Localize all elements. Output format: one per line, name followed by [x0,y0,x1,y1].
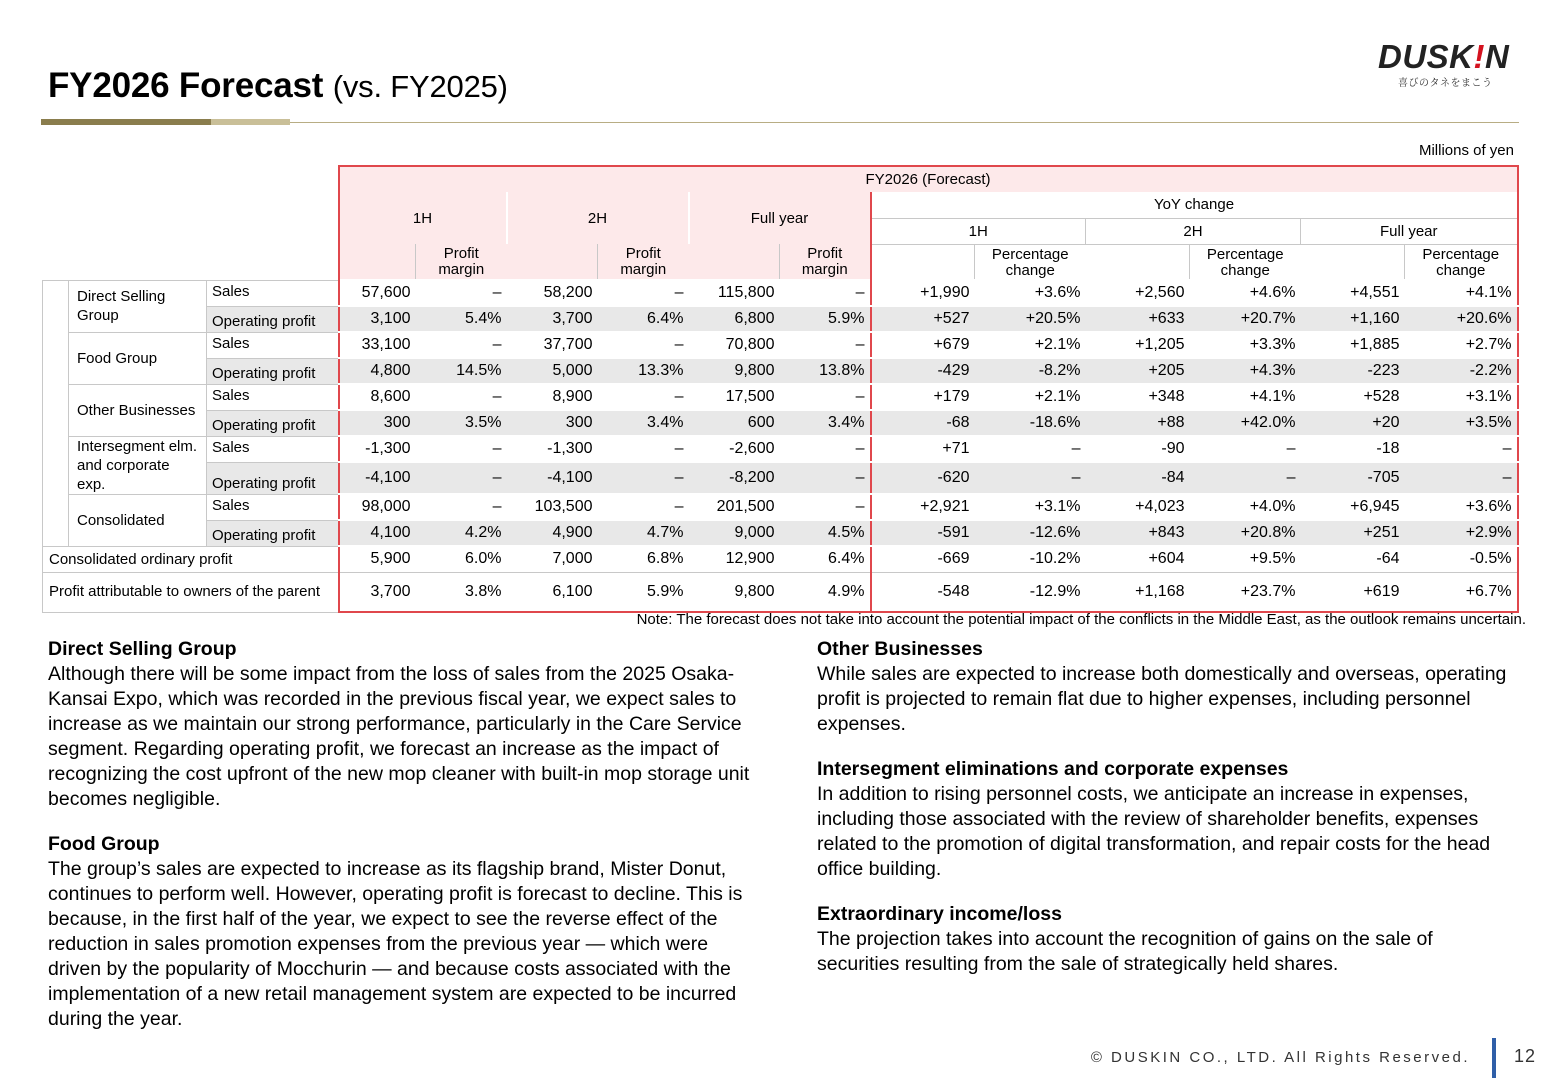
indent-spacer [43,280,69,546]
value-cell: +4.1% [1190,384,1301,410]
value-cell: +4.1% [1405,280,1518,306]
value-cell: +88 [1086,410,1190,436]
table-row [43,572,1518,612]
value-cell: 57,600 [339,280,416,306]
subheader-blank [1301,244,1405,280]
value-cell: 3.8% [416,572,507,612]
value-cell: 4,900 [507,520,598,546]
header-yoy-2h: 2H [1086,218,1301,244]
commentary-extraordinary [817,902,1517,977]
title-rule-line [290,122,1519,123]
table-row [43,462,1518,494]
section-heading: Extraordinary income/loss [817,903,1062,925]
value-cell: 6.4% [598,306,689,332]
value-cell: – [780,280,871,306]
header-blank [43,244,339,280]
value-cell: 6,100 [507,572,598,612]
value-cell: 33,100 [339,332,416,358]
commentary-direct-selling [48,637,753,812]
value-cell: 12,900 [689,546,780,572]
logo-tagline: 喜びのタネをまこう [1398,78,1493,89]
value-cell: -705 [1301,462,1405,494]
value-cell: 3.4% [598,410,689,436]
value-cell: – [416,462,507,494]
value-cell: 13.3% [598,358,689,384]
value-cell: – [780,494,871,520]
value-cell: +205 [1086,358,1190,384]
value-cell: +2,560 [1086,280,1190,306]
header-full-year: Full year [689,192,871,244]
value-cell: – [416,436,507,462]
value-cell: +2.9% [1405,520,1518,546]
value-cell: 70,800 [689,332,780,358]
value-cell: 5.9% [598,572,689,612]
value-cell: -591 [871,520,975,546]
value-cell: 300 [507,410,598,436]
value-cell: – [1190,462,1301,494]
page-number: 12 [1514,1046,1537,1066]
section-heading: Other Businesses [817,638,983,660]
value-cell: +1,168 [1086,572,1190,612]
section-heading: Intersegment eliminations and corporate expenses [817,758,1289,780]
table-row [43,306,1518,332]
value-cell: 6.4% [780,546,871,572]
header-forecast: FY2026 (Forecast) [339,166,1518,192]
value-cell: +2.7% [1405,332,1518,358]
value-cell: – [598,332,689,358]
value-cell: -90 [1086,436,1190,462]
value-cell: – [598,384,689,410]
value-cell: -223 [1301,358,1405,384]
section-body: Although there will be some impact from the loss of sales from the 2025 Osaka-Kansai Expo, which was recorded in the previous fiscal year, we expect sales to increase as we maintain our strong performance, particularly in the Care Service segment. Regarding operating profit, we forecast an increase as the impact of recognizing the cost upfront of the new mop cleaner with built-in mop storage unit becomes negligible. [48,663,750,810]
value-cell: +619 [1301,572,1405,612]
value-cell: 600 [689,410,780,436]
value-cell: +843 [1086,520,1190,546]
value-cell: 9,800 [689,358,780,384]
value-cell: – [416,384,507,410]
row-label-extra: Profit attributable to owners of the parent [43,572,339,612]
subheader-blank [871,244,975,280]
header-blank [43,218,339,244]
row-label-extra: Consolidated ordinary profit [43,546,339,572]
value-cell: – [1190,436,1301,462]
value-cell: +6,945 [1301,494,1405,520]
value-cell: 7,000 [507,546,598,572]
commentary-other-businesses [817,637,1517,737]
value-cell: -10.2% [975,546,1086,572]
value-cell: – [598,436,689,462]
segment-label: Intersegment elm. and corporate exp. [69,436,207,494]
value-cell: +3.1% [1405,384,1518,410]
forecast-table [42,165,1519,613]
subheader-label: Profit margin [598,244,689,280]
value-cell: +527 [871,306,975,332]
header-row [43,244,1518,280]
value-cell: – [1405,462,1518,494]
title-rule-light [211,119,290,125]
header-1h: 1H [339,192,507,244]
subheader-label: Profit margin [780,244,871,280]
title-main: FY2026 Forecast [48,66,324,105]
value-cell: +2.1% [975,332,1086,358]
value-cell: +71 [871,436,975,462]
value-cell: +4.0% [1190,494,1301,520]
value-cell: 3,700 [339,572,416,612]
row-label-operating-profit: Operating profit [207,462,339,494]
value-cell: -0.5% [1405,546,1518,572]
value-cell: 58,200 [507,280,598,306]
section-body: In addition to rising personnel costs, we anticipate an increase in expenses, including those associated with the review of shareholder benefits, expenses related to the promotion of digital transformation, and repair costs for the head office building. [817,783,1491,880]
value-cell: +3.6% [975,280,1086,306]
subheader-label: Percentage change [1190,244,1301,280]
value-cell: -429 [871,358,975,384]
value-cell: 4,100 [339,520,416,546]
value-cell: +42.0% [1190,410,1301,436]
title-sub: (vs. FY2025) [332,69,508,104]
title-rule-dark [41,119,211,125]
value-cell: – [598,494,689,520]
value-cell: +604 [1086,546,1190,572]
header-blank [43,192,339,218]
section-body: The projection takes into account the recognition of gains on the sale of securities resulting from the sale of strategically held shares. [817,928,1433,975]
value-cell: 9,000 [689,520,780,546]
table-row [43,494,1518,520]
value-cell: +1,885 [1301,332,1405,358]
value-cell: 3,700 [507,306,598,332]
value-cell: 4.7% [598,520,689,546]
value-cell: +1,160 [1301,306,1405,332]
value-cell: 201,500 [689,494,780,520]
value-cell: -8,200 [689,462,780,494]
subheader-label: Profit margin [416,244,507,280]
row-label-sales: Sales [207,332,339,358]
value-cell: – [598,462,689,494]
value-cell: -1,300 [339,436,416,462]
value-cell: 8,900 [507,384,598,410]
value-cell: 300 [339,410,416,436]
commentary-intersegment [817,757,1517,882]
value-cell: 5.9% [780,306,871,332]
value-cell: -620 [871,462,975,494]
value-cell: 14.5% [416,358,507,384]
value-cell: +4.3% [1190,358,1301,384]
header-blank [43,166,339,192]
table-row [43,520,1518,546]
row-label-operating-profit: Operating profit [207,358,339,384]
commentary-right [817,637,1517,997]
value-cell: +179 [871,384,975,410]
value-cell: 6.0% [416,546,507,572]
value-cell: -12.6% [975,520,1086,546]
header-yoy-1h: 1H [871,218,1086,244]
table-row [43,410,1518,436]
value-cell: +348 [1086,384,1190,410]
header-row [43,192,1518,218]
page-title [48,66,508,106]
header-2h: 2H [507,192,689,244]
value-cell: – [416,332,507,358]
value-cell: +2.1% [975,384,1086,410]
section-heading: Food Group [48,833,160,855]
value-cell: +20.6% [1405,306,1518,332]
row-label-operating-profit: Operating profit [207,410,339,436]
segment-label: Direct Selling Group [69,280,207,332]
value-cell: 9,800 [689,572,780,612]
value-cell: +2,921 [871,494,975,520]
value-cell: 115,800 [689,280,780,306]
subheader-label: Percentage change [975,244,1086,280]
value-cell: +20.8% [1190,520,1301,546]
value-cell: -12.9% [975,572,1086,612]
logo-wordmark: DUSK!N [1378,38,1510,75]
value-cell: -2.2% [1405,358,1518,384]
section-body: While sales are expected to increase both domestically and overseas, operating profit is projected to remain flat due to higher expenses, including personnel expenses. [817,663,1507,735]
subheader-blank [339,244,416,280]
value-cell: +20.5% [975,306,1086,332]
value-cell: -548 [871,572,975,612]
value-cell: +3.3% [1190,332,1301,358]
copyright: © DUSKIN CO., LTD. All Rights Reserved. [1090,1049,1470,1066]
header-yoy-full-year: Full year [1301,218,1518,244]
section-body: The group’s sales are expected to increase as its flagship brand, Mister Donut, continues to perform well. However, operating profit is forecast to decline. This is because, in the first half of the year, we expect to see the reverse effect of the reduction in sales promotion expenses from the previous year — which were driven by the popularity of Mocchurin — and because costs associated with the implementation of a new retail management system are expected to be incurred during the year. [48,858,743,1030]
value-cell: 5,000 [507,358,598,384]
row-label-sales: Sales [207,436,339,462]
value-cell: +6.7% [1405,572,1518,612]
subheader-blank [507,244,598,280]
units-label: Millions of yen [1418,142,1514,159]
forecast-note: Note: The forecast does not take into account the potential impact of the conflicts in the Middle East, as the outlook remains uncertain. [636,611,1526,628]
row-label-operating-profit: Operating profit [207,520,339,546]
value-cell: 4.9% [780,572,871,612]
value-cell: +633 [1086,306,1190,332]
commentary-food-group [48,832,753,1032]
value-cell: 5.4% [416,306,507,332]
value-cell: – [1405,436,1518,462]
value-cell: 98,000 [339,494,416,520]
commentary-left [48,637,753,1052]
section-heading: Direct Selling Group [48,638,237,660]
value-cell: +20.7% [1190,306,1301,332]
value-cell: +23.7% [1190,572,1301,612]
value-cell: +4,023 [1086,494,1190,520]
value-cell: – [780,384,871,410]
value-cell: 4,800 [339,358,416,384]
table-row [43,358,1518,384]
value-cell: +3.5% [1405,410,1518,436]
subheader-label: Percentage change [1405,244,1518,280]
value-cell: +3.1% [975,494,1086,520]
value-cell: -8.2% [975,358,1086,384]
row-label-sales: Sales [207,494,339,520]
value-cell: -64 [1301,546,1405,572]
subheader-blank [689,244,780,280]
value-cell: +20 [1301,410,1405,436]
value-cell: -2,600 [689,436,780,462]
row-label-operating-profit: Operating profit [207,306,339,332]
table-row [43,384,1518,410]
value-cell: – [975,436,1086,462]
value-cell: 13.8% [780,358,871,384]
value-cell: -84 [1086,462,1190,494]
value-cell: – [416,280,507,306]
value-cell: -1,300 [507,436,598,462]
value-cell: 3,100 [339,306,416,332]
value-cell: – [780,436,871,462]
value-cell: 5,900 [339,546,416,572]
row-label-sales: Sales [207,280,339,306]
table-row [43,280,1518,306]
segment-label: Food Group [69,332,207,384]
value-cell: +9.5% [1190,546,1301,572]
value-cell: – [780,332,871,358]
segment-label: Other Businesses [69,384,207,436]
value-cell: 6.8% [598,546,689,572]
value-cell: 17,500 [689,384,780,410]
value-cell: 3.4% [780,410,871,436]
value-cell: -4,100 [507,462,598,494]
table-row [43,332,1518,358]
value-cell: 3.5% [416,410,507,436]
value-cell: +528 [1301,384,1405,410]
segment-label: Consolidated [69,494,207,546]
value-cell: +4,551 [1301,280,1405,306]
value-cell: +1,990 [871,280,975,306]
row-label-sales: Sales [207,384,339,410]
value-cell: 4.5% [780,520,871,546]
value-cell: – [780,462,871,494]
subheader-blank [1086,244,1190,280]
duskin-logo [1378,40,1523,90]
value-cell: +4.6% [1190,280,1301,306]
header-row [43,166,1518,192]
value-cell: +1,205 [1086,332,1190,358]
value-cell: +251 [1301,520,1405,546]
value-cell: -18 [1301,436,1405,462]
table-row [43,546,1518,572]
value-cell: 4.2% [416,520,507,546]
value-cell: -4,100 [339,462,416,494]
value-cell: -18.6% [975,410,1086,436]
value-cell: – [598,280,689,306]
value-cell: -669 [871,546,975,572]
header-yoy: YoY change [871,192,1518,218]
value-cell: 6,800 [689,306,780,332]
table-row [43,436,1518,462]
value-cell: – [416,494,507,520]
footer-divider [1492,1038,1496,1078]
value-cell: – [975,462,1086,494]
value-cell: +679 [871,332,975,358]
value-cell: -68 [871,410,975,436]
value-cell: 37,700 [507,332,598,358]
value-cell: 103,500 [507,494,598,520]
value-cell: 8,600 [339,384,416,410]
value-cell: +3.6% [1405,494,1518,520]
